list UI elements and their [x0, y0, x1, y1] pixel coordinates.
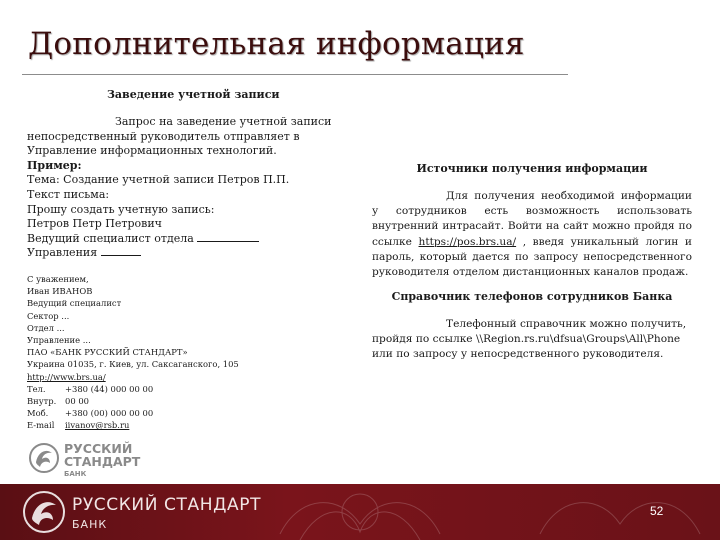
sig-address: Украина 01035, г. Киев, ул. Саксаганского, 105	[27, 359, 239, 370]
email-signature	[27, 273, 357, 432]
mobile-label: Моб.	[27, 408, 49, 419]
footer-emblem-icon	[22, 490, 66, 534]
phonebook-text: Телефонный справочник можно получить, пройдя по ссылке \\Region.rs.ru\dfsua\Groups\All\Phone или по запросу у непосредственного руководителя.	[372, 318, 687, 361]
title-divider	[22, 74, 568, 75]
phone-label: Тел.	[27, 383, 46, 394]
sig-phone-row	[27, 383, 357, 395]
sig-directorate: Управление ...	[27, 335, 91, 346]
department-blank	[101, 247, 141, 256]
small-logo-text: РУССКИЙ СТАНДАРТ	[64, 441, 141, 469]
internal-value: 00 00	[65, 396, 89, 407]
account-body	[27, 115, 367, 261]
mobile-value: +380 (00) 000 00 00	[65, 408, 154, 419]
account-intro: Запрос на заведение учетной записи непосредственный руководитель отправляет в Управление информационных технологий.	[27, 115, 332, 158]
sig-internal-row	[27, 395, 357, 407]
email-body-label: Текст письма:	[27, 187, 110, 201]
position-blank	[197, 233, 259, 242]
small-logo-sub: БАНК	[64, 470, 87, 478]
sig-name: Иван ИВАНОВ	[27, 286, 93, 297]
sig-title: Ведущий специалист	[27, 298, 122, 309]
sig-department: Отдел ...	[27, 322, 65, 333]
example-label: Пример:	[27, 158, 82, 172]
footer-bar	[0, 484, 720, 540]
sig-website-link[interactable]: http://www.brs.ua/	[27, 371, 106, 382]
bank-logo-small	[28, 440, 158, 484]
sig-mobile-row	[27, 407, 357, 419]
sources-section	[372, 162, 692, 280]
sources-heading: Источники получения информации	[416, 162, 648, 175]
employee-position: Ведущий специалист отдела	[27, 232, 367, 247]
phonebook-heading: Справочник телефонов сотрудников Банка	[391, 290, 673, 303]
phone-value: +380 (44) 000 00 00	[65, 383, 154, 394]
sig-sector: Сектор ...	[27, 310, 70, 321]
internal-label: Внутр.	[27, 396, 57, 407]
email-link[interactable]: iivanov@rsb.ru	[65, 420, 130, 431]
email-subject: Тема: Создание учетной записи Петров П.П.	[27, 173, 290, 187]
email-label: E-mail	[27, 420, 55, 431]
slide-title: Дополнительная информация	[28, 26, 525, 62]
footer-logo-sub: БАНК	[72, 518, 108, 531]
phonebook-section	[372, 290, 692, 363]
sources-text: Для получения необходимой информации у сотрудников есть возможность использовать внутренний интрасайт. Войти на сайт можно пройдя по ссылке https://pos.brs.ua/ , введя уникальный логин и пароль, который дается по запросу непосредственного руководителя отделом дистанционных каналов продаж.	[372, 190, 692, 279]
employee-name: Петров Петр Петрович	[27, 217, 162, 231]
footer-logo-text: РУССКИЙ СТАНДАРТ	[72, 495, 262, 515]
sig-regards: С уважением,	[27, 274, 89, 284]
bank-emblem-icon	[28, 442, 60, 474]
account-section	[27, 88, 367, 261]
sig-company: ПАО «БАНК РУССКИЙ СТАНДАРТ»	[27, 347, 188, 358]
email-request: Прошу создать учетную запись:	[27, 202, 215, 216]
account-heading: Заведение учетной записи	[107, 88, 280, 101]
page-number: 52	[650, 504, 664, 518]
sig-email-row	[27, 419, 357, 431]
intranet-link[interactable]: https://pos.brs.ua/	[418, 235, 517, 248]
employee-department: Управления	[27, 246, 367, 261]
